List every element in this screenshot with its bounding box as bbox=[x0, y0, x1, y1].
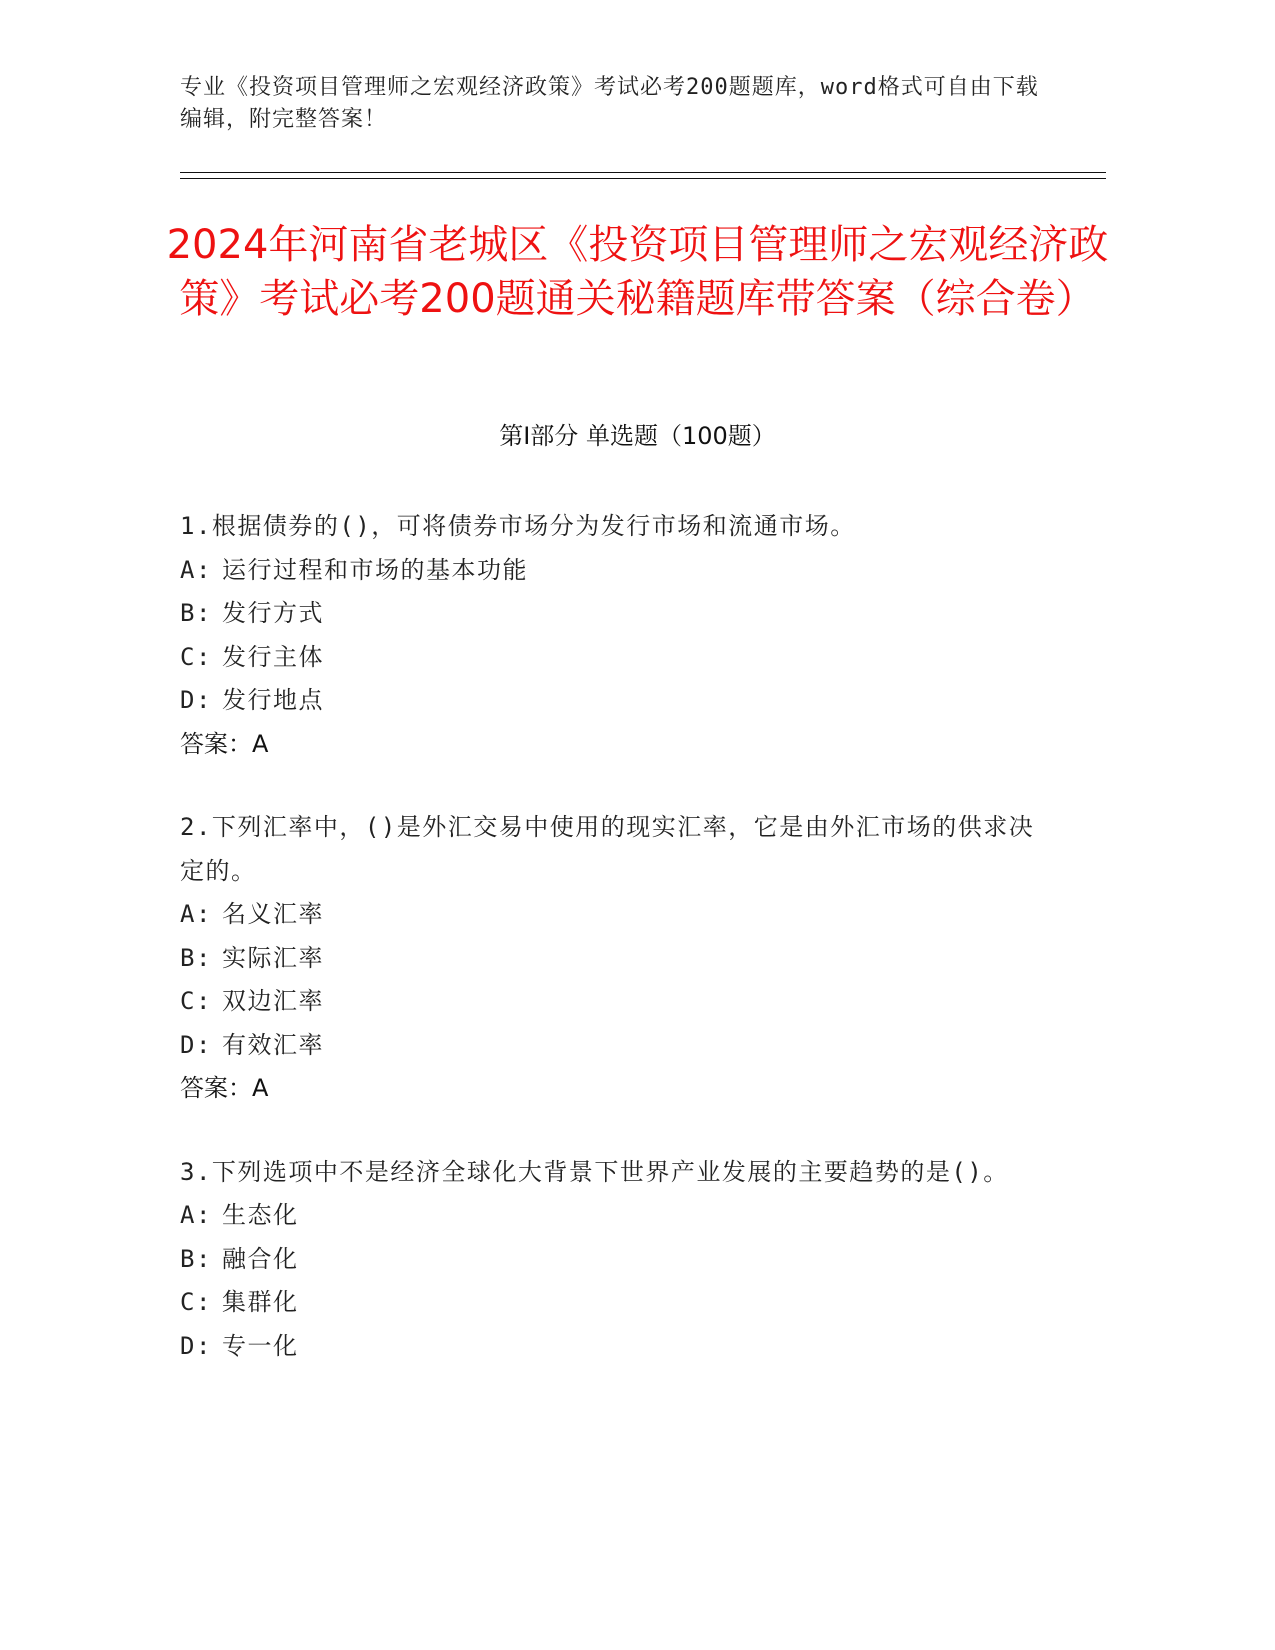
option-label: A: bbox=[180, 555, 212, 584]
option-text: 双边汇率 bbox=[222, 987, 324, 1015]
option-b bbox=[180, 1238, 1040, 1282]
option-text: 发行主体 bbox=[222, 642, 324, 671]
option-d bbox=[180, 1024, 1040, 1068]
option-label: C: bbox=[180, 987, 212, 1015]
option-label: B: bbox=[180, 943, 212, 972]
question-stem: 1.根据债券的()，可将债券市场分为发行市场和流通市场。 bbox=[180, 512, 856, 540]
option-c bbox=[180, 980, 1040, 1024]
option-text: 发行地点 bbox=[222, 686, 324, 714]
option-text: 融合化 bbox=[222, 1244, 299, 1273]
question-item bbox=[180, 806, 1040, 1111]
option-label: A: bbox=[180, 900, 212, 928]
header-divider-bottom bbox=[180, 178, 1106, 179]
option-text: 发行方式 bbox=[222, 599, 324, 627]
option-c bbox=[180, 636, 1040, 680]
option-label: B: bbox=[180, 1244, 212, 1273]
option-label: D: bbox=[180, 1030, 212, 1059]
option-a bbox=[180, 1194, 1040, 1238]
option-text: 有效汇率 bbox=[222, 1030, 324, 1059]
question-stem: 3.下列选项中不是经济全球化大背景下世界产业发展的主要趋势的是()。 bbox=[180, 1157, 1009, 1186]
question-list bbox=[180, 505, 1040, 1408]
option-d bbox=[180, 1325, 1040, 1369]
option-a bbox=[180, 893, 1040, 937]
option-b bbox=[180, 592, 1040, 636]
option-a bbox=[180, 549, 1040, 593]
option-b bbox=[180, 937, 1040, 981]
header-divider-top bbox=[180, 172, 1106, 173]
section-title: 第Ⅰ部分 单选题（100题） bbox=[499, 422, 776, 450]
option-label: D: bbox=[180, 686, 212, 714]
option-text: 专一化 bbox=[222, 1331, 299, 1360]
option-label: B: bbox=[180, 599, 212, 627]
header-note: 专业《投资项目管理师之宏观经济政策》考试必考200题题库，word格式可自由下载编辑，附完整答案！ bbox=[180, 75, 1039, 132]
option-label: D: bbox=[180, 1331, 212, 1360]
answer-line: 答案：A bbox=[180, 729, 269, 758]
answer-line: 答案：A bbox=[180, 1074, 269, 1102]
question-stem: 2.下列汇率中，()是外汇交易中使用的现实汇率，它是由外汇市场的供求决定的。 bbox=[180, 813, 1035, 885]
question-item bbox=[180, 505, 1040, 766]
option-text: 实际汇率 bbox=[222, 943, 324, 972]
option-text: 运行过程和市场的基本功能 bbox=[222, 555, 528, 584]
option-label: C: bbox=[180, 642, 212, 671]
option-c bbox=[180, 1281, 1040, 1325]
option-text: 生态化 bbox=[222, 1201, 299, 1229]
question-item bbox=[180, 1151, 1040, 1369]
option-d bbox=[180, 679, 1040, 723]
option-label: C: bbox=[180, 1288, 212, 1316]
document-title: 2024年河南省老城区《投资项目管理师之宏观经济政策》考试必考200题通关秘籍题库带答案（综合卷） bbox=[166, 222, 1109, 322]
option-text: 集群化 bbox=[222, 1288, 299, 1316]
option-text: 名义汇率 bbox=[222, 900, 324, 928]
option-label: A: bbox=[180, 1201, 212, 1229]
